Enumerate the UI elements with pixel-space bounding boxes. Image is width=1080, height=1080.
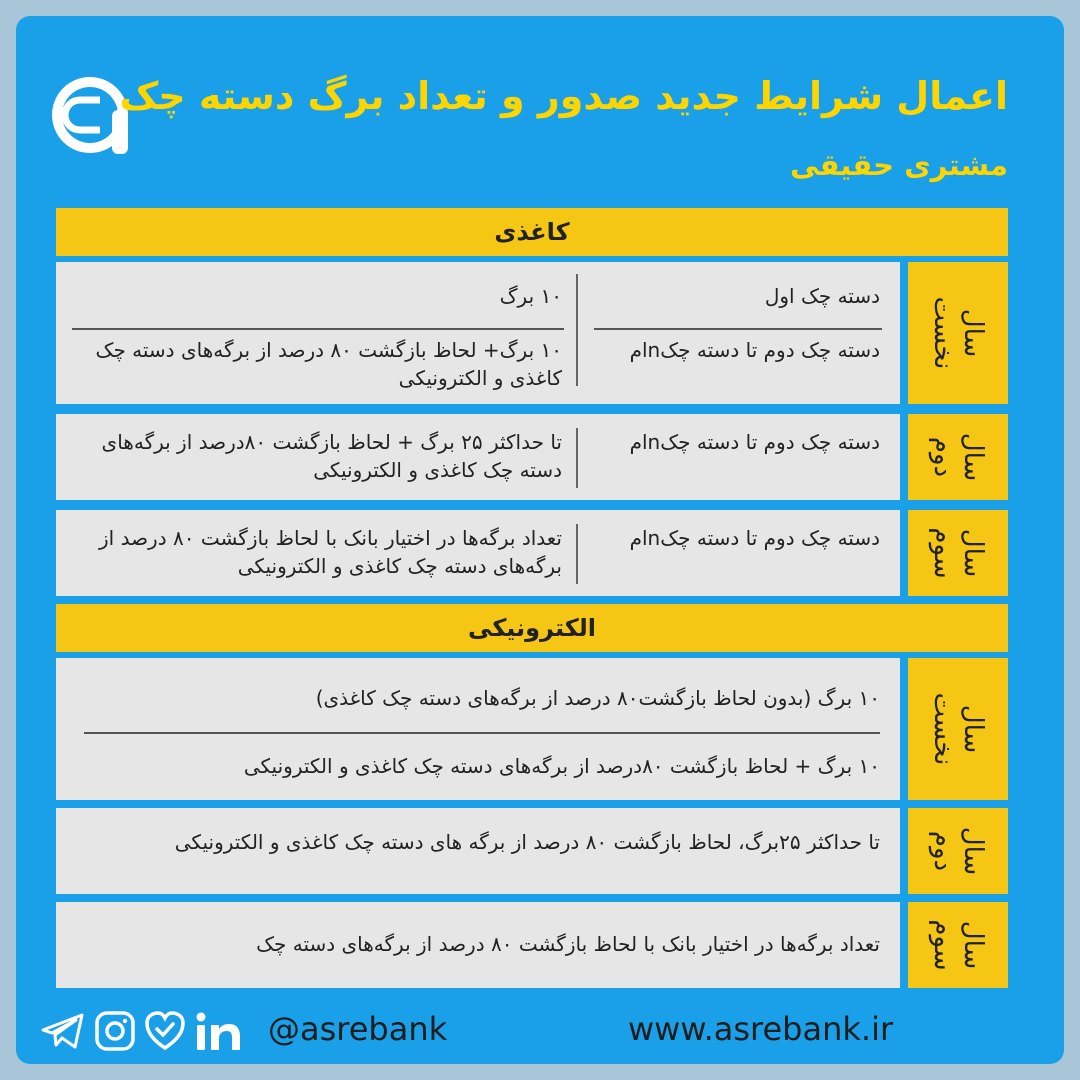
year-label-line1: سال xyxy=(958,920,988,970)
paper-year1-value1: ۱۰ برگ xyxy=(499,284,562,308)
paper-year3-content xyxy=(56,510,900,596)
telegram-icon[interactable] xyxy=(40,1011,86,1051)
year-label-line2: نخست xyxy=(928,296,958,370)
electronic-year3-label xyxy=(908,902,1008,988)
electronic-year1-label xyxy=(908,658,1008,800)
paper-year1-cond2: دسته چک دوم تا دسته چکnام xyxy=(629,338,880,362)
year-label-line2: سوم xyxy=(928,527,958,579)
paper-year1-content xyxy=(56,262,900,404)
year-label-line2: دوم xyxy=(928,436,958,478)
divider xyxy=(84,732,880,734)
divider xyxy=(594,328,882,330)
electronic-year2-row xyxy=(56,808,1008,894)
paper-year3-label xyxy=(908,510,1008,596)
electronic-year1-content xyxy=(56,658,900,800)
paper-year2-value: تا حداکثر ۲۵ برگ + لحاظ بازگشت ۸۰درصد از برگه‌های دسته چک کاغذی و الکترونیکی xyxy=(101,430,562,482)
linkedin-icon[interactable] xyxy=(194,1010,244,1052)
electronic-year3-value: تعداد برگه‌ها در اختیار بانک با لحاظ بازگشت ۸۰ درصد از برگه‌های دسته چک xyxy=(256,932,880,956)
paper-year2-cond: دسته چک دوم تا دسته چکnام xyxy=(629,430,880,454)
section-heading-electronic: الکترونیکی xyxy=(56,604,1008,652)
electronic-year3-row xyxy=(56,902,1008,988)
divider xyxy=(576,428,578,488)
instagram-icon[interactable] xyxy=(94,1010,136,1052)
paper-year1-cond1: دسته چک اول xyxy=(764,284,880,308)
paper-year2-label xyxy=(908,414,1008,500)
divider xyxy=(576,274,578,386)
year-label-line1: سال xyxy=(958,704,988,754)
divider xyxy=(72,328,564,330)
electronic-year2-value: تا حداکثر ۲۵برگ، لحاظ بازگشت ۸۰ درصد از برگه های دسته چک کاغذی و الکترونیکی xyxy=(174,830,880,854)
divider xyxy=(576,524,578,584)
year-label-line1: سال xyxy=(958,826,988,876)
paper-year1-value2: ۱۰ برگ+ لحاظ بازگشت ۸۰ درصد از برگه‌های دسته چک کاغذی و الکترونیکی xyxy=(95,338,562,390)
paper-year3-cond: دسته چک دوم تا دسته چکnام xyxy=(629,526,880,550)
electronic-year2-content xyxy=(56,808,900,894)
electronic-year3-content xyxy=(56,902,900,988)
year-label-line2: نخست xyxy=(928,692,958,766)
paper-year1-label xyxy=(908,262,1008,404)
electronic-year1-value1: ۱۰ برگ (بدون لحاظ بازگشت۸۰ درصد از برگه‌های دسته چک کاغذی) xyxy=(315,686,880,710)
paper-year2-row xyxy=(56,414,1008,500)
section-heading-paper: کاغذی xyxy=(56,208,1008,256)
electronic-year2-label xyxy=(908,808,1008,894)
paper-year3-row xyxy=(56,510,1008,596)
year-label-line1: سال xyxy=(958,528,988,578)
website-link[interactable]: www.asrebank.ir xyxy=(628,1010,894,1048)
paper-year3-value: تعداد برگه‌ها در اختیار بانک با لحاظ بازگشت ۸۰ درصد از برگه‌های دسته چک کاغذی و الکترونیکی xyxy=(99,526,562,578)
paper-year2-content xyxy=(56,414,900,500)
virasty-icon[interactable] xyxy=(144,1010,186,1052)
year-label-line1: سال xyxy=(958,432,988,482)
paper-year1-row xyxy=(56,262,1008,404)
page-subtitle: مشتری حقیقی xyxy=(790,148,1008,182)
social-icons xyxy=(40,1008,250,1054)
year-label-line1: سال xyxy=(958,308,988,358)
year-label-line2: سوم xyxy=(928,919,958,971)
year-label-line2: دوم xyxy=(928,830,958,872)
electronic-year1-value2: ۱۰ برگ + لحاظ بازگشت ۸۰درصد از برگه‌های دسته چک کاغذی و الکترونیکی xyxy=(243,754,880,778)
page-title: اعمال شرایط جدید صدور و تعداد برگ دسته چک xyxy=(119,74,1008,118)
electronic-year1-row xyxy=(56,658,1008,800)
social-handle[interactable]: @asrebank xyxy=(268,1010,448,1048)
